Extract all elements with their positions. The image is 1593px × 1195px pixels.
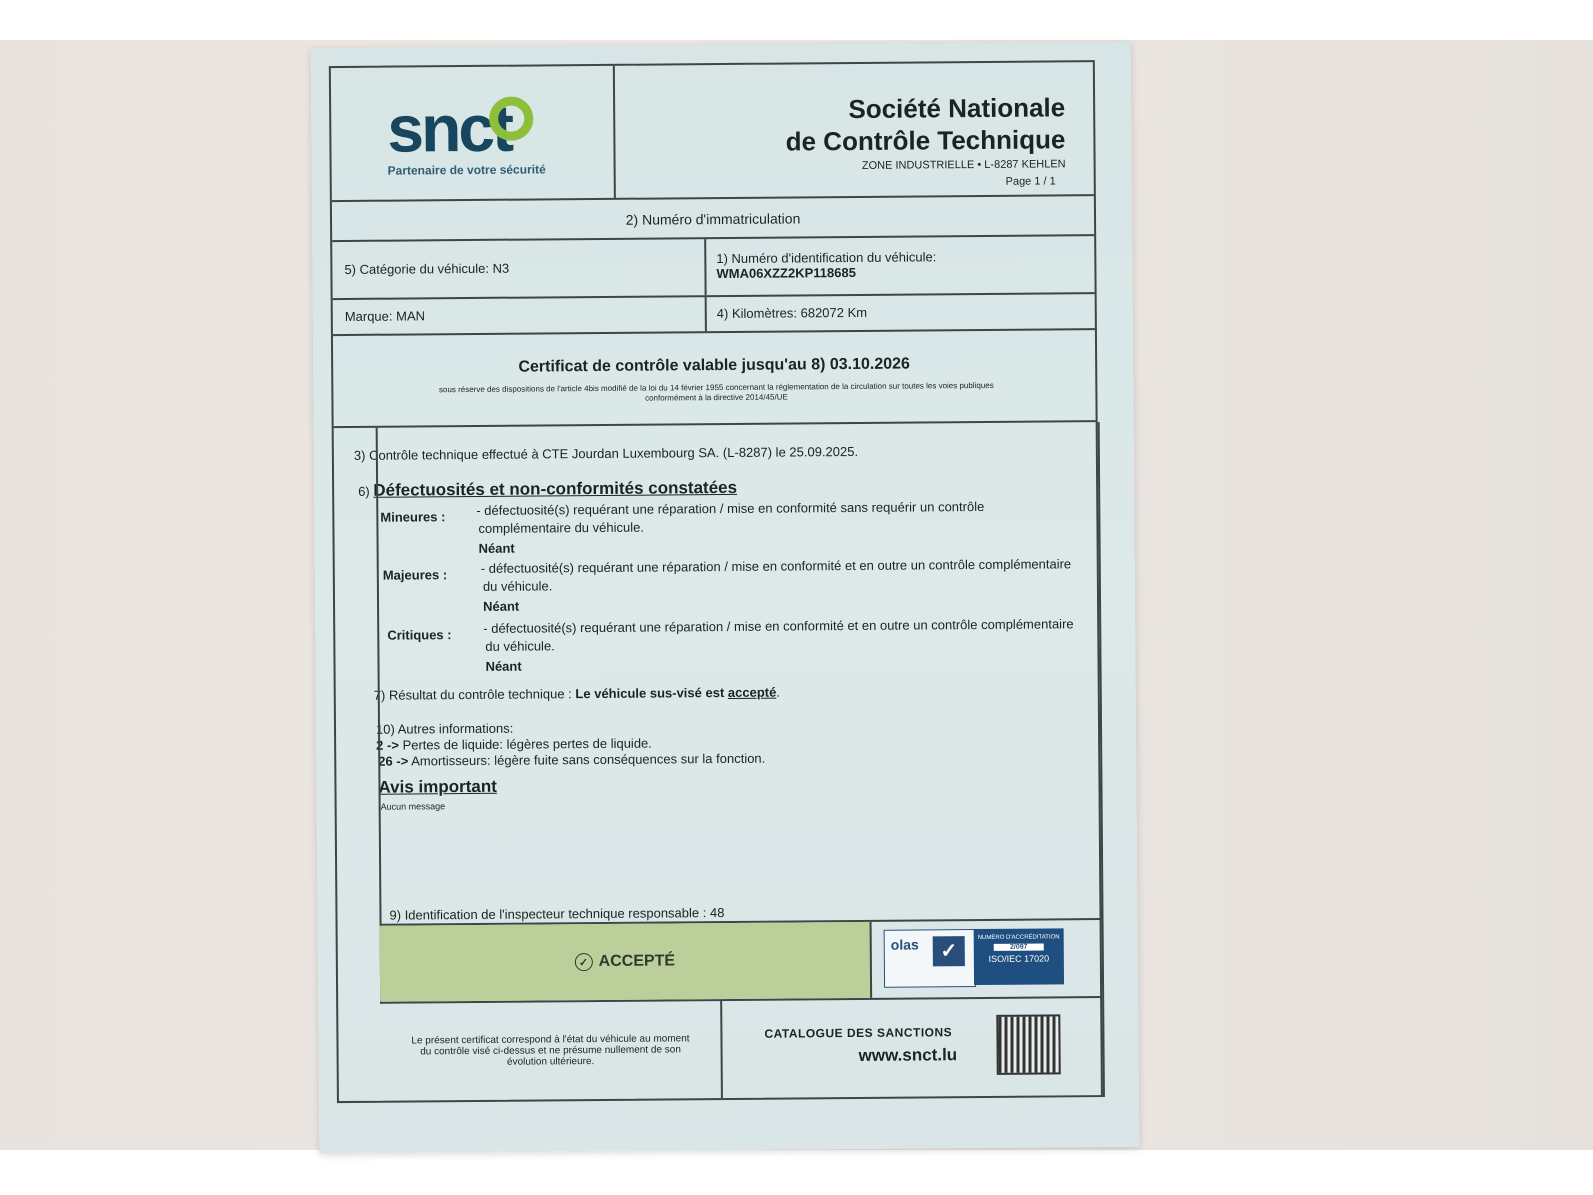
minor-label: Mineures : (380, 509, 446, 525)
other-info-code-2: 26 -> (378, 753, 409, 769)
vin-label: 1) Numéro d'identification du véhicule: (716, 249, 937, 267)
identification-row (332, 236, 1094, 300)
result-dot: . (776, 684, 780, 700)
sanctions-catalogue: CATALOGUE DES SANCTIONS (764, 1025, 953, 1041)
checkmark-icon (489, 96, 533, 140)
logo-tagline: Partenaire de votre sécurité (387, 162, 546, 178)
org-name-line2: de Contrôle Technique (785, 124, 1066, 157)
olas-badge (884, 929, 976, 988)
critical-label: Critiques : (387, 627, 452, 643)
accepted-label: ACCEPTÉ (598, 952, 676, 971)
other-info-text-1: Pertes de liquide: légères pertes de liquide. (402, 735, 652, 753)
vehicle-brand: Marque: MAN (333, 297, 707, 334)
defects-number: 6) (358, 483, 370, 499)
validity-subtitle: sous réserve des dispositions de l'article 4bis modifié de la loi du 14 février 1955 concernant la réglementation de la circulation sur toutes les voies publiques conformément à la directive 2014/45/UE (438, 380, 994, 403)
inspector-id: 9) Identification de l'inspecteur technique responsable : 48 (389, 905, 725, 923)
brand-row (333, 294, 1095, 336)
org-name-line1: Société Nationale (848, 92, 1066, 125)
critical-value: Néant (485, 658, 522, 674)
notice-heading: Avis important (378, 776, 497, 797)
vehicle-category: 5) Catégorie du véhicule: N3 (332, 239, 706, 298)
control-location: 3) Contrôle technique effectué à CTE Jourdan Luxembourg SA. (L-8287) le 25.09.2025. (353, 443, 859, 463)
result-line (374, 685, 780, 703)
olas-check-icon: ✓ (933, 936, 965, 966)
major-desc-1: - défectuosité(s) requérant une réparation / mise en conformité et en outre un contrôle complémentaire (480, 556, 1072, 576)
validity-row (333, 330, 1096, 428)
defects-title: Défectuosités et non-conformités constatées (373, 477, 738, 500)
notice-text: Aucun message (380, 801, 446, 812)
registration-row: 2) Numéro d'immatriculation (332, 196, 1094, 242)
other-info-line-1 (376, 736, 652, 753)
website-link[interactable]: www.snct.lu (858, 1045, 958, 1065)
iso-standard: ISO/IEC 17020 (988, 953, 1050, 964)
certificate-frame (329, 60, 1103, 1103)
minor-desc-1: - défectuosité(s) requérant une réparation / mise en conformité sans requérir un contrôle (476, 498, 985, 518)
other-info-code-1: 2 -> (376, 737, 399, 753)
vin-value: WMA06XZZ2KP118685 (716, 264, 856, 282)
other-info-line-2 (378, 751, 765, 769)
result-label: 7) Résultat du contrôle technique : (373, 686, 572, 703)
qr-code-icon (996, 1014, 1060, 1075)
defects-heading (358, 478, 737, 501)
other-info-text-2: Amortisseurs: légère fuite sans conséquences sur la fonction. (411, 750, 766, 769)
major-label: Majeures : (382, 567, 448, 583)
accepted-stamp (380, 922, 873, 1002)
critical-desc-1: - défectuosité(s) requérant une réparation / mise en conformité et en outre un contrôle complémentaire (483, 616, 1074, 636)
certificate-footer (380, 998, 1103, 1103)
validity-title: Certificat de contrôle valable jusqu'au 8) 03.10.2026 (518, 355, 910, 376)
certificate-header (331, 62, 1094, 202)
certificate-body (334, 422, 1100, 924)
accreditation-badge (974, 928, 1064, 985)
org-address: ZONE INDUSTRIELLE • L-8287 KEHLEN (861, 158, 1066, 172)
other-info-label: 10) Autres informations: (375, 720, 514, 737)
snct-logo: snct (387, 90, 512, 166)
inspection-certificate (311, 42, 1140, 1153)
check-circle-icon: ✓ (575, 953, 593, 971)
major-value: Néant (483, 598, 520, 614)
page-number: Page 1 / 1 (1005, 175, 1056, 188)
minor-desc-2: complémentaire du véhicule. (478, 519, 644, 536)
vin-block (716, 249, 936, 281)
olas-logo: olas (890, 936, 919, 953)
accreditation-label: NUMÉRO D'ACCRÉDITATION (977, 934, 1060, 942)
footer-disclaimer: Le présent certificat correspond à l'état du véhicule au moment du contrôle visé ci-dessus et ne présume nullement de son évolution ultérieure. (380, 1001, 723, 1101)
result-status: accepté (727, 684, 777, 700)
critical-desc-2: du véhicule. (485, 638, 555, 654)
minor-value: Néant (478, 540, 515, 556)
result-stamp-row (380, 918, 1103, 1004)
major-desc-2: du véhicule. (482, 578, 553, 594)
result-text: Le véhicule sus-visé est (575, 685, 725, 702)
logo-cell (331, 66, 616, 200)
accreditation-number: 2/097 (994, 944, 1044, 951)
vehicle-km: 4) Kilomètres: 682072 Km (716, 304, 868, 322)
